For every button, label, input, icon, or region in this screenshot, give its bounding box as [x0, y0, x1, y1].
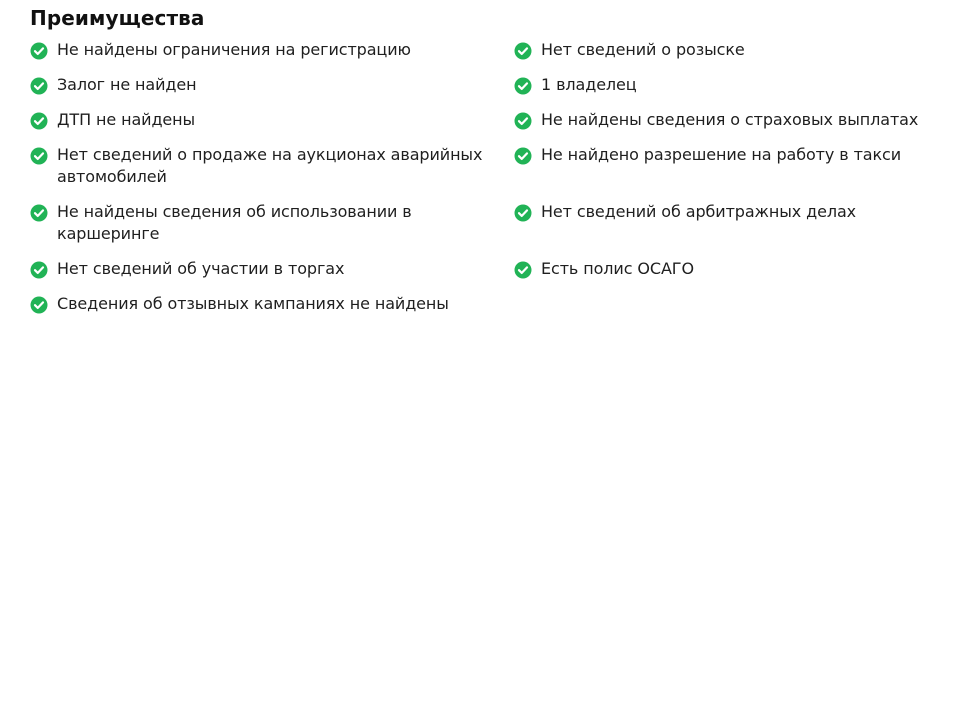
list-item [30, 74, 514, 109]
list-item [514, 39, 950, 74]
empty-cell [514, 293, 950, 328]
item-label: Не найдено разрешение на работу в такси [541, 145, 902, 164]
advantages-grid [30, 39, 950, 328]
item-label: Залог не найден [57, 75, 197, 94]
section-title: Преимущества [30, 6, 205, 30]
item-label: Нет сведений об арбитражных делах [541, 202, 857, 221]
check-circle-icon [30, 42, 48, 60]
list-item [514, 144, 950, 201]
list-item [30, 293, 514, 328]
item-label: Есть полис ОСАГО [541, 259, 694, 278]
check-circle-icon [514, 204, 532, 222]
check-circle-icon [30, 147, 48, 165]
check-circle-icon [30, 112, 48, 130]
list-item [514, 258, 950, 293]
item-label: 1 владелец [541, 75, 637, 94]
check-circle-icon [514, 147, 532, 165]
list-item [30, 201, 514, 258]
item-label: Сведения об отзывных кампаниях не найдены [57, 294, 449, 313]
item-label: Нет сведений о продаже на аукционах аварийных автомобилей [57, 145, 483, 186]
list-item [514, 109, 950, 144]
check-circle-icon [30, 204, 48, 222]
check-circle-icon [514, 261, 532, 279]
item-label: ДТП не найдены [57, 110, 196, 129]
list-item [30, 109, 514, 144]
list-item [30, 39, 514, 74]
list-item [514, 74, 950, 109]
item-label: Не найдены сведения о страховых выплатах [541, 110, 919, 129]
check-circle-icon [514, 42, 532, 60]
check-circle-icon [30, 296, 48, 314]
list-item [30, 144, 514, 201]
check-circle-icon [514, 77, 532, 95]
item-label: Не найдены сведения об использовании в каршеринге [57, 202, 412, 243]
item-label: Не найдены ограничения на регистрацию [57, 40, 411, 59]
list-item [514, 201, 950, 258]
advantages-section [30, 0, 950, 328]
check-circle-icon [514, 112, 532, 130]
item-label: Нет сведений о розыске [541, 40, 745, 59]
check-circle-icon [30, 77, 48, 95]
check-circle-icon [30, 261, 48, 279]
item-label: Нет сведений об участии в торгах [57, 259, 345, 278]
list-item [30, 258, 514, 293]
